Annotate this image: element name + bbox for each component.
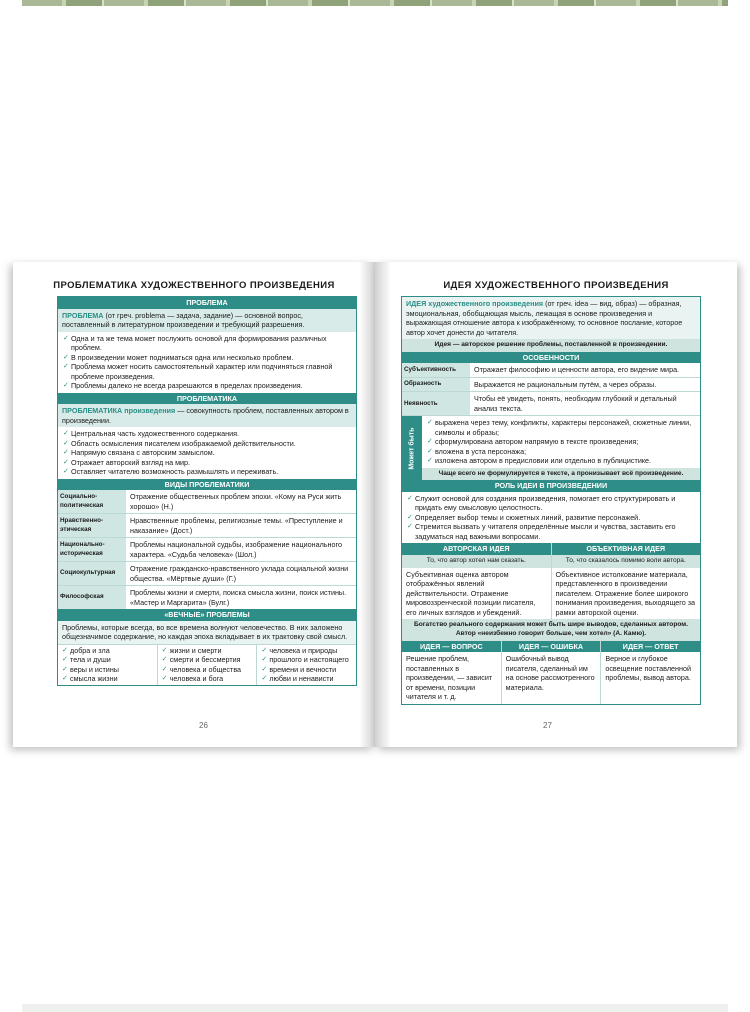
type-row: Национально-историческая Проблемы национальной судьбы, изображение национального характера. «Судьба человека» (Шол.) (58, 537, 356, 561)
list-item: ✓ Область осмысления писателем изображаемой действительности. (62, 439, 352, 449)
left-content-box (57, 296, 357, 686)
list-item: ✓ Проблема может носить самостоятельный характер или подчиняться главной проблеме произведения. (62, 362, 352, 381)
page-number-left: 26 (199, 721, 208, 730)
right-page (375, 262, 737, 747)
features-header: ОСОБЕННОСТИ (402, 352, 700, 364)
list-item: ✓ смысла жизни (61, 674, 154, 684)
problematika-points (58, 427, 356, 479)
type-row: Нравственно-этическая Нравственные проблемы, религиозные темы. «Преступление и наказание» (Дост.) (58, 513, 356, 537)
list-item: ✓ человека и природы (260, 646, 353, 656)
eternal-col (157, 645, 257, 685)
author-idea (402, 543, 551, 619)
list-item: ✓ прошлого и настоящего (260, 655, 353, 665)
book-gutter (359, 262, 391, 747)
list-item: ✓ Одна и та же тема может послужить основой для формирования различных проблем. (62, 334, 352, 353)
problem-header: ПРОБЛЕМА (58, 297, 356, 309)
list-item: ✓ человека и бога (161, 674, 254, 684)
author-header: АВТОРСКАЯ ИДЕЯ (402, 543, 551, 555)
ans-header: ИДЕЯ — ОТВЕТ (601, 641, 700, 653)
objective-sub: То, что сказалось помимо воли автора. (552, 555, 701, 568)
type-row: Философская Проблемы жизни и смерти, поиска смысла жизни, поиск истины. «Мастер и Маргарита» (Булг.) (58, 585, 356, 609)
list-item: ✓ Центральная часть художественного содержания. (62, 429, 352, 439)
list-item: ✓ Служит основой для создания произведения, помогает его структурировать и придать ему смысловую целостность. (406, 494, 696, 513)
author-sub: То, что автор хотел нам сказать. (402, 555, 551, 568)
problematika-definition: ПРОБЛЕМАТИКА произведения — совокупность проблем, поставленных автором в произведении. (58, 404, 356, 427)
q-text: Решение проблем, поставленных в произведении, — зависит от времени, позиции читателя и т. д. (406, 654, 493, 702)
problem-points (58, 332, 356, 393)
type-row: Социокультурная Отражение гражданско-нравственного уклада социальной жизни общества. «Мёртвые души» (Г.) (58, 561, 356, 585)
list-item: ✓ времени и вечности (260, 665, 353, 675)
list-item: ✓ сформулирована автором напрямую в тексте произведения; (426, 437, 696, 447)
ans-text: Верное и глубокое освещение поставленной проблемы, вывод автора. (605, 654, 691, 683)
eternal-col (256, 645, 356, 685)
list-item: ✓ жизни и смерти (161, 646, 254, 656)
idea-note: Идея — авторское решение проблемы, поставленной в произведении. (402, 339, 700, 352)
err-header: ИДЕЯ — ОШИБКА (502, 641, 601, 653)
objective-text: Объективное истолкование материала, представленного в произведении писателем. Отражение более широкого понимания произведения, выходящего за рамки авторской оценки. (555, 569, 696, 617)
left-page (13, 262, 375, 747)
eternal-columns (58, 644, 356, 685)
types-header: ВИДЫ ПРОБЛЕМАТИКИ (58, 479, 356, 491)
list-item: ✓ Отражает авторский взгляд на мир. (62, 458, 352, 468)
q-header: ИДЕЯ — ВОПРОС (402, 641, 501, 653)
author-text: Субъективная оценка автором отображённых явлений действительности. Отражение мировоззренческой позиции писателя, его личных взглядов и убеждений. (406, 569, 536, 617)
right-page-title: ИДЕЯ ХУДОЖЕСТВЕННОГО ПРОИЗВЕДЕНИЯ (443, 280, 669, 291)
role-header: РОЛЬ ИДЕИ В ПРОИЗВЕДЕНИИ (402, 480, 700, 492)
maybe-label: Может быть (402, 416, 422, 480)
objective-idea (551, 543, 701, 619)
maybe-block (402, 415, 700, 480)
eternal-header: «ВЕЧНЫЕ» ПРОБЛЕМЫ (58, 609, 356, 621)
left-page-title: ПРОБЛЕМАТИКА ХУДОЖЕСТВЕННОГО ПРОИЗВЕДЕНИЯ (53, 280, 335, 291)
objective-header: ОБЪЕКТИВНАЯ ИДЕЯ (552, 543, 701, 555)
top-photo-strip (22, 0, 728, 6)
problematika-header: ПРОБЛЕМАТИКА (58, 393, 356, 405)
list-item: ✓ тела и души (61, 655, 154, 665)
eternal-text: Проблемы, которые всегда, во все времена волнуют человечество. В них заложено общезначимое содержание, но каждая эпоха вкладывает в их трактовку свой смысл. (58, 621, 356, 644)
list-item: ✓ изложена автором в предисловии или отдельно в публицистике. (426, 456, 696, 466)
feature-row: Образность Выражается не рациональным путём, а через образы. (402, 377, 700, 392)
list-item: ✓ Определяет выбор темы и сюжетных линий, развитие персонажей. (406, 513, 696, 523)
type-row: Социально-политическая Отражение общественных проблем эпохи. «Кому на Руси жить хорошо» (Н.) (58, 490, 356, 513)
list-item: ✓ смерти и бессмертия (161, 655, 254, 665)
idea-kinds (402, 641, 700, 704)
list-item: ✓ человека и общества (161, 665, 254, 675)
idea-definition: ИДЕЯ художественного произведения (от греч. idea — вид, образ) — образная, эмоциональная, обобщающая мысль, лежащая в основе произведения и выражающая отношение автора к изображённому, то основное послание, которое автор хочет донести до читателя. (402, 297, 700, 339)
feature-row: Субъективность Отражает философию и ценности автора, его видение мира. (402, 363, 700, 377)
list-item: ✓ Напрямую связана с авторским замыслом. (62, 448, 352, 458)
list-item: ✓ Проблемы далеко не всегда разрешаются в пределах произведения. (62, 381, 352, 391)
list-item: ✓ Стремится вызвать у читателя определённые мысли и чувства, заставить его задуматься над важными вопросами. (406, 522, 696, 541)
problem-definition: ПРОБЛЕМА (от греч. problema — задача, задание) — основной вопрос, поставленный в литературном произведении и требующий разрешения. (58, 309, 356, 332)
role-points (402, 492, 700, 544)
open-book (13, 262, 737, 750)
list-item: ✓ В произведении может подниматься одна или несколько проблем. (62, 353, 352, 363)
list-item: ✓ добра и зла (61, 646, 154, 656)
list-item: ✓ вложена в уста персонажа; (426, 447, 696, 457)
maybe-note: Чаще всего не формулируется в тексте, а пронизывает всё произведение. (422, 468, 700, 481)
page-number-right: 27 (543, 721, 552, 730)
err-text: Ошибочный вывод писателя, сделанный им на основе рассмотренного материала. (505, 654, 595, 692)
bottom-photo-strip (22, 1004, 728, 1012)
list-item: ✓ веры и истины (61, 665, 154, 675)
list-item: ✓ Оставляет читателю возможность размышлять и переживать. (62, 467, 352, 477)
eternal-col (58, 645, 157, 685)
right-content-box (401, 296, 701, 705)
list-item: ✓ выражена через тему, конфликты, характеры персонажей, сюжетные линии, символы и образы; (426, 418, 696, 437)
list-item: ✓ любви и ненависти (260, 674, 353, 684)
camus-note: Богатство реального содержания может быть шире выводов, сделанных автором. Автор «неизбежно говорит больше, чем хотел» (А. Камю). (402, 619, 700, 640)
feature-row: Неявность Чтобы её увидеть, понять, необходим глубокий и детальный анализ текста. (402, 391, 700, 415)
author-objective (402, 543, 700, 619)
